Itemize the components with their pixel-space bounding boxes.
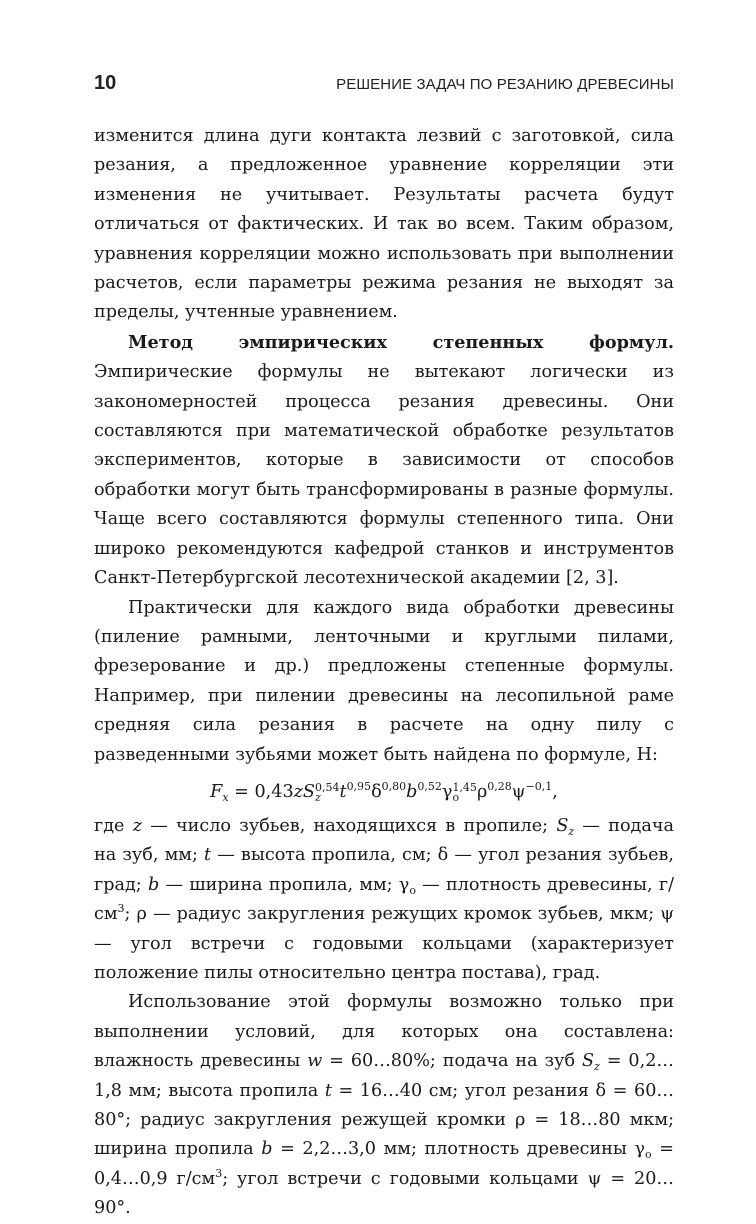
formula-S: S xyxy=(302,781,315,802)
paragraph-2 xyxy=(94,328,674,594)
formula-psi: ψ xyxy=(511,781,526,802)
paragraph-2-text: Эмпирические формулы не вытекают логически из закономерностей процесса резания древесины. Они составляются при математической обработке результатов экспериментов, которые в зависимости от способов обработки могут быть трансформированы в разные формулы. Чаще всего составляются формулы степенного типа. Они широко рекомендуются кафедрой станков и инструментов Санкт-Петербургской лесотехнической академии [2, 3]. xyxy=(94,362,674,589)
section-lead: Метод эмпирических степенных формул. xyxy=(128,331,674,353)
cutting-force-formula: $F_x = 0,43zS$ 0,54 z $t^{0,95}\delta^{0,80}b^{0,52}\gamma$ 1,45 o $\rho^{0,28}\psi^{-0,1}$, xyxy=(210,779,558,804)
formula-b: b xyxy=(406,781,418,802)
formula-t: t xyxy=(339,781,347,802)
formula-F: F xyxy=(210,781,223,802)
formula-delta-exp: 0,80 xyxy=(381,779,407,793)
formula-gamma-exp: 1,45 o xyxy=(452,780,477,804)
paragraph-5: Использование этой формулы возможно только при выполнении условий, для которых она составлена: влажность древесины w = 60…80%; подача на зуб $S_z$ = 0,2…1,8 мм; высота пропила t = 16…40 см; угол резания δ = 60…80°; радиус закругления режущей кромки ρ = 18…80 мкм; ширина пропила b = 2,2…3,0 мм; плотность древесины $\gamma_о$ = 0,4…0,9 $г/см^3$; угол встречи с годовыми кольцами ψ = 20…90°. xyxy=(94,992,674,1219)
page-header xyxy=(94,68,674,98)
running-title: РЕШЕНИЕ ЗАДАЧ ПО РЕЗАНИЮ ДРЕВЕСИНЫ xyxy=(336,76,674,93)
formula-b-exp: 0,52 xyxy=(417,779,442,793)
page-number: 10 xyxy=(94,72,117,94)
formula-t-exp: 0,95 xyxy=(346,779,372,793)
formula-F-sub: x xyxy=(222,790,229,804)
formula-S-exp: 0,54 z xyxy=(314,780,340,804)
formula-psi-exp: −0,1 xyxy=(525,779,553,793)
formula-delta: δ xyxy=(371,781,382,802)
formula-z: z xyxy=(293,781,303,802)
formula-rho-exp: 0,28 xyxy=(487,779,512,793)
formula-coef: = 0,43 xyxy=(228,781,294,802)
formula-gamma: γ xyxy=(441,781,453,802)
paragraph-1: изменится длина дуги контакта лезвий с заготовкой, сила резания, а предложенное уравнение корреляции эти изменения не учитывает. Результаты расчета будут отличаться от фактических. И так во всем. Таким образом, уравнения корреляции можно использовать при выполнении расчетов, если параметры режима резания не выходят за пределы, учтенные уравнением. xyxy=(94,126,674,323)
formula-rho: ρ xyxy=(476,781,488,802)
page-body xyxy=(94,122,674,1224)
paragraph-4: где z — число зубьев, находящихся в пропиле; $S_z$ — подача на зуб, мм; t — высота пропила, см; δ — угол резания зубьев, град; b — ширина пропила, мм; $\gamma_о$ — плотность древесины, $г/см^3$; ρ — радиус закругления режущих кромок зубьев, мкм; ψ — угол встречи с годовыми кольцами (характеризует положение пилы относительно центра постава), град. xyxy=(94,815,674,983)
paragraph-3: Практически для каждого вида обработки древесины (пиление рамными, ленточными и круглыми пилами, фрезерование и др.) предложены степенные формулы. Например, при пилении древесины на лесопильной раме средняя сила резания в расчете на одну пилу с разведенными зубьями может быть найдена по формуле, Н: xyxy=(94,597,674,765)
